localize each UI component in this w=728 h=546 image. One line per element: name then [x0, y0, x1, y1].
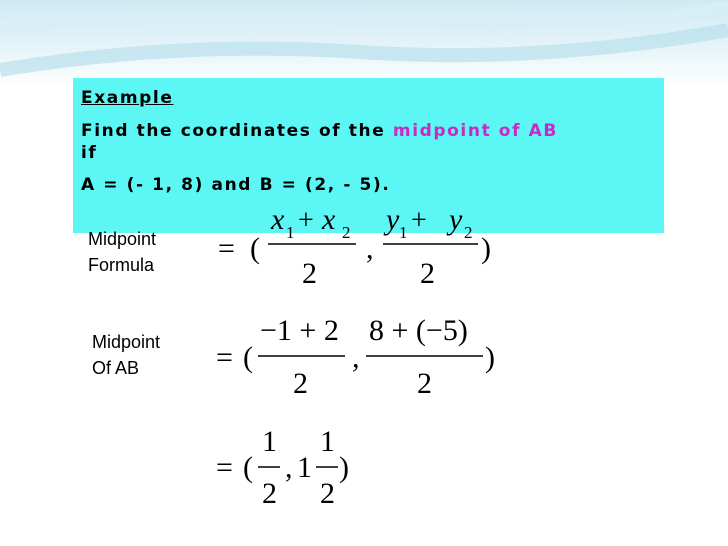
y1-var: y — [386, 203, 400, 236]
y2-var: y — [449, 203, 463, 236]
right-paren: ) — [481, 232, 491, 265]
denominator: 2 — [293, 367, 308, 400]
denominator: 2 — [417, 367, 432, 400]
problem-if: if — [81, 143, 98, 163]
numerator: 1 — [262, 425, 277, 458]
right-paren: ) — [339, 451, 349, 484]
denominator: 2 — [302, 257, 317, 290]
plus-sign: + — [298, 205, 314, 236]
highlight-midpoint-of-ab: midpoint of AB — [392, 121, 558, 141]
label-line: Of AB — [92, 358, 140, 378]
substituted-expression — [216, 314, 495, 400]
comma: , — [352, 341, 360, 374]
equals-sign: = — [216, 451, 233, 484]
midpoint-formula — [218, 203, 491, 290]
problem-text: Find the coordinates of the — [81, 121, 393, 141]
numerator-x: −1 + 2 — [260, 314, 339, 347]
y2-sub: 2 — [464, 223, 473, 242]
equals-sign: = — [218, 232, 235, 265]
example-heading: Example — [81, 88, 174, 108]
denominator: 2 — [420, 257, 435, 290]
left-paren: ( — [243, 451, 253, 484]
whole-number: 1 — [297, 451, 312, 484]
left-paren: ( — [243, 341, 253, 374]
numerator: 1 — [320, 425, 335, 458]
x1-sub: 1 — [286, 223, 295, 242]
comma: , — [285, 451, 293, 484]
x2-sub: 2 — [342, 223, 351, 242]
plus-sign: + — [411, 205, 427, 236]
right-paren: ) — [485, 341, 495, 374]
left-paren: ( — [250, 232, 260, 265]
label-line: Formula — [88, 255, 155, 275]
numerator-y: 8 + (−5) — [369, 314, 468, 347]
equals-sign: = — [216, 341, 233, 374]
comma: , — [366, 232, 374, 265]
result-expression — [216, 425, 349, 510]
x2-var: x — [322, 203, 336, 236]
label-line: Midpoint — [92, 332, 161, 352]
denominator: 2 — [320, 477, 335, 510]
given-points: A = (- 1, 8) and B = (2, - 5). — [81, 175, 391, 195]
denominator: 2 — [262, 477, 277, 510]
y1-sub: 1 — [399, 223, 408, 242]
label-line: Midpoint — [88, 229, 157, 249]
x1-var: x — [271, 203, 285, 236]
